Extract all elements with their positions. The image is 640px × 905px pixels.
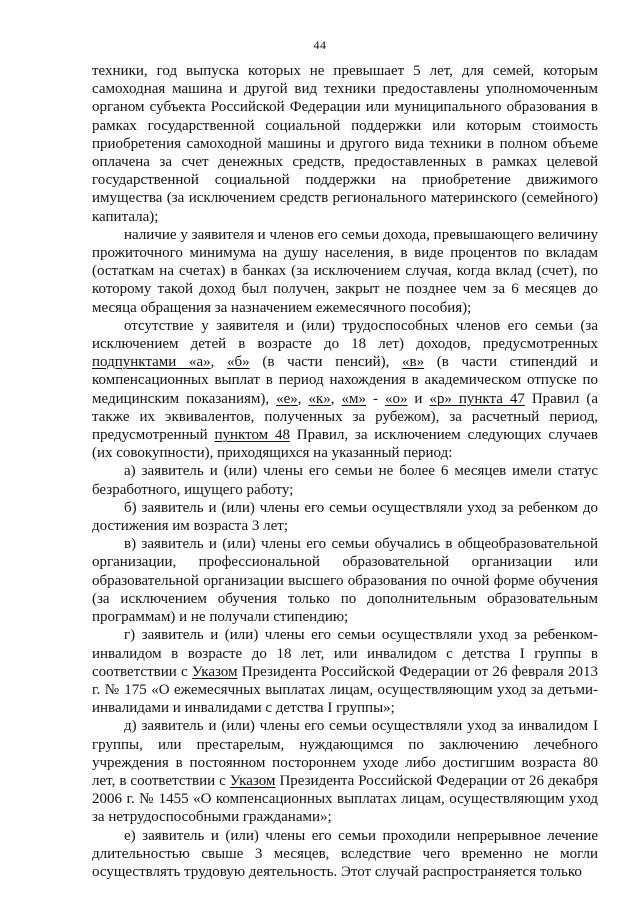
paragraph-text: ,: [210, 354, 228, 371]
reference-link[interactable]: «р» пункта 47: [429, 390, 525, 407]
paragraph: [92, 626, 598, 717]
paragraph-text: (в части пенсий),: [249, 354, 403, 371]
paragraph-text: -: [366, 390, 385, 407]
reference-link[interactable]: пунктом 48: [214, 427, 290, 444]
paragraph-text: наличие у заявителя и членов его семьи дохода, превышающего величину прожиточного минимума на душу населения, в виде процентов по вкладам (остаткам на счетах) в банках (за исключением случая, когда вклад (счет), по которому такой доход был получен, закрыт не позднее чем за 6 месяцев до месяца обращения за назначением ежемесячного пособия);: [92, 226, 598, 316]
paragraph-text: в) заявитель и (или) члены его семьи обучались в общеобразовательной организации, профессиональной образовательной организации или образовательной организации высшего образования по очной форме обучения (за исключением обучения только по дополнительным образовательным программам) и не получали стипендию;: [92, 536, 598, 626]
document-body: [92, 62, 598, 881]
reference-link[interactable]: «в»: [402, 354, 425, 371]
reference-link[interactable]: «м»: [341, 390, 367, 407]
paragraph: [92, 317, 598, 463]
paragraph: [92, 226, 598, 317]
paragraph-text: отсутствие у заявителя и (или) трудоспособных членов его семьи (за исключением детей в возрасте до 18 лет) доходов, предусмотренных: [92, 317, 598, 353]
paragraph: [92, 462, 598, 498]
paragraph-text: ,: [330, 390, 342, 407]
paragraph: [92, 499, 598, 535]
paragraph: [92, 717, 598, 826]
paragraph-text: (в части стипендий и компенсационных выплат в период нахождения в академическом отпуске по медицинским показаниям),: [92, 354, 598, 407]
reference-link[interactable]: «о»: [384, 390, 408, 407]
paragraph-text: техники, год выпуска которых не превышает 5 лет, для семей, которым самоходная машина и другой вид техники предоставлены уполномоченным органом субъекта Российской Федерации или муниципального образования в рамках государственной социальной поддержки или которым стоимость приобретения самоходной машины и другого вида техники в полном объеме оплачена за счет денежных средств, предоставленных в рамках целевой государственной социальной поддержки на приобретение движимого имущества (за исключением средств регионального материнского (семейного) капитала);: [92, 63, 598, 225]
paragraph-text: ,: [297, 390, 309, 407]
reference-link[interactable]: «е»: [276, 390, 298, 407]
paragraph-text: г) заявитель и (или) члены его семьи осуществляли уход за ребенком-инвалидом в возрасте до 18 лет, или инвалидом с детства I группы в соответствии с: [92, 627, 598, 680]
reference-link[interactable]: подпунктами «а»: [92, 354, 211, 371]
paragraph: [92, 827, 598, 882]
paragraph: [92, 62, 598, 226]
page-number: 44: [313, 38, 327, 52]
reference-link[interactable]: Указом: [191, 663, 238, 680]
paragraph: [92, 535, 598, 626]
paragraph-text: б) заявитель и (или) члены его семьи осуществляли уход за ребенком до достижения им возраста 3 лет;: [92, 499, 598, 535]
reference-link[interactable]: «б»: [227, 354, 250, 371]
paragraph-text: Президента Российской Федерации от 26 декабря 2006 г. № 1455 «О компенсационных выплатах лицам, осуществляющим уход за нетрудоспособными гражданами»;: [92, 772, 598, 826]
paragraph-text: и: [407, 390, 430, 407]
paragraph-text: а) заявитель и (или) члены его семьи не более 6 месяцев имели статус безработного, ищущего работу;: [92, 463, 598, 498]
paragraph-text: Правил (а также их эквивалентов, полученных за рубежом), за расчетный период, предусмотренный: [92, 390, 599, 444]
paragraph-text: Президента Российской Федерации от 26 февраля 2013 г. № 175 «О ежемесячных выплатах лицам, осуществляющим уход за детьми-инвалидами и инвалидами с детства I группы»;: [92, 663, 598, 717]
paragraph-text: е) заявитель и (или) члены его семьи проходили непрерывное лечение длительностью свыше 3 месяцев, вследствие чего временно не могли осуществлять трудовую деятельность. Этот случай распространяется только: [92, 827, 598, 880]
paragraph-text: д) заявитель и (или) члены его семьи осуществляли уход за инвалидом I группы, или престарелым, нуждающимся по заключению лечебного учреждения в постоянном постороннем уходе либо достигшим возраста 80 лет, в соответствии с: [92, 718, 598, 789]
reference-link[interactable]: Указом: [229, 772, 276, 789]
paragraph-text: Правил, за исключением следующих случаев (их совокупности), приходящихся на указанный период:: [92, 427, 598, 462]
reference-link[interactable]: «к»: [308, 390, 331, 407]
